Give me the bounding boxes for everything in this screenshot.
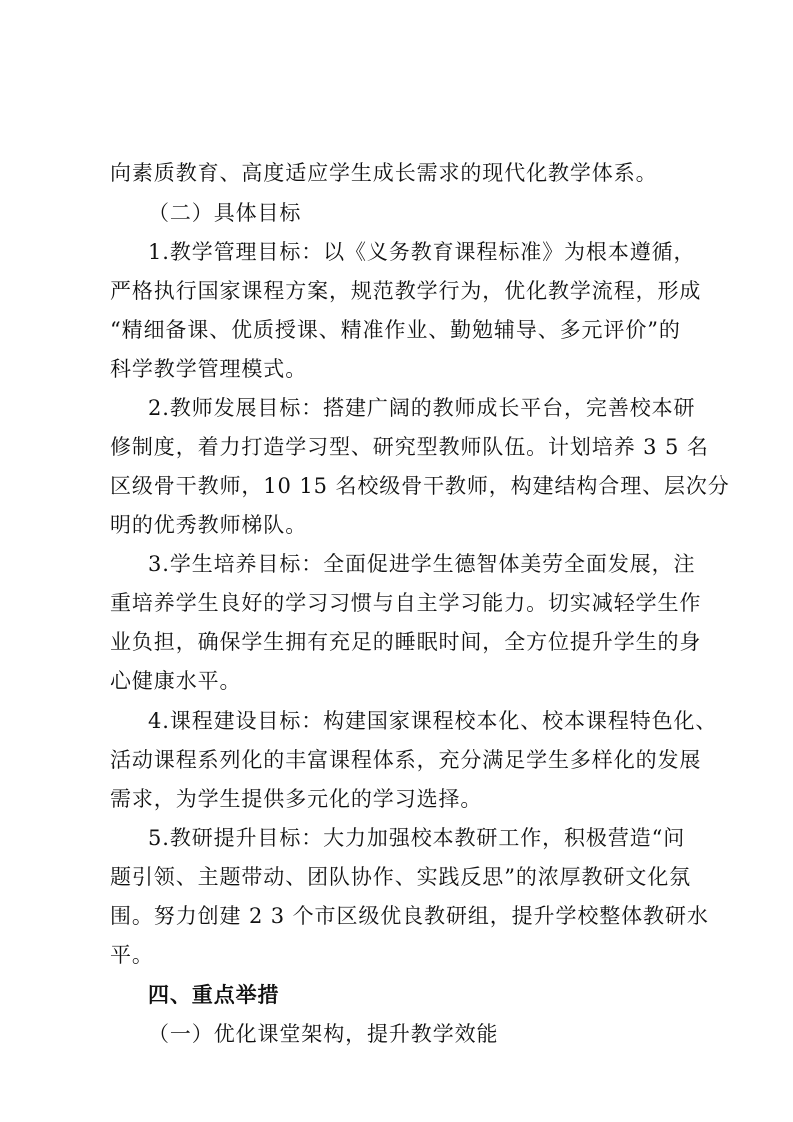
paragraph-line: 平。 [110,943,154,967]
paragraph-line: 题引领、主题带动、团队协作、实践反思”的浓厚教研文化氛 [110,865,692,889]
paragraph-line: “精细备课、优质授课、精准作业、勤勉辅导、多元评价”的 [110,318,681,342]
paragraph-line: 心健康水平。 [110,669,242,693]
paragraph-line: 1.教学管理目标：以《义务教育课程标准》为根本遵循， [148,240,696,264]
paragraph-line: 重培养学生良好的学习习惯与自主学习能力。切实减轻学生作 [110,591,702,615]
paragraph-line: 修制度，着力打造学习型、研究型教师队伍。计划培养 3 5 名 [110,435,709,459]
subheading-specific-goals: （二）具体目标 [148,201,302,225]
paragraph-line: 需求，为学生提供多元化的学习选择。 [110,787,483,811]
paragraph-line: 严格执行国家课程方案，规范教学行为，优化教学流程，形成 [110,279,702,303]
subheading-optimize-classroom: （一）优化课堂架构，提升教学效能 [148,1022,499,1046]
paragraph-line: 向素质教育、高度适应学生成长需求的现代化教学体系。 [110,161,658,185]
section-heading-key-measures: 四、重点举措 [148,982,280,1007]
paragraph-line: 2.教师发展目标：搭建广阔的教师成长平台，完善校本研 [148,396,696,420]
paragraph-line: 业负担，确保学生拥有充足的睡眠时间，全方位提升学生的身 [110,630,702,654]
paragraph-line: 4.课程建设目标：构建国家课程校本化、校本课程特色化、 [148,709,718,733]
paragraph-line: 围。努力创建 2 3 个市区级优良教研组，提升学校整体教研水 [110,904,709,928]
paragraph-line: 区级骨干教师，10 15 名校级骨干教师，构建结构合理、层次分 [110,474,730,498]
paragraph-line: 明的优秀教师梯队。 [110,513,308,537]
paragraph-line: 5.教研提升目标：大力加强校本教研工作，积极营造“问 [148,826,686,850]
paragraph-line: 活动课程系列化的丰富课程体系，充分满足学生多样化的发展 [110,748,702,772]
paragraph-line: 3.学生培养目标：全面促进学生德智体美劳全面发展，注 [148,552,696,576]
paragraph-line: 科学教学管理模式。 [110,357,308,381]
